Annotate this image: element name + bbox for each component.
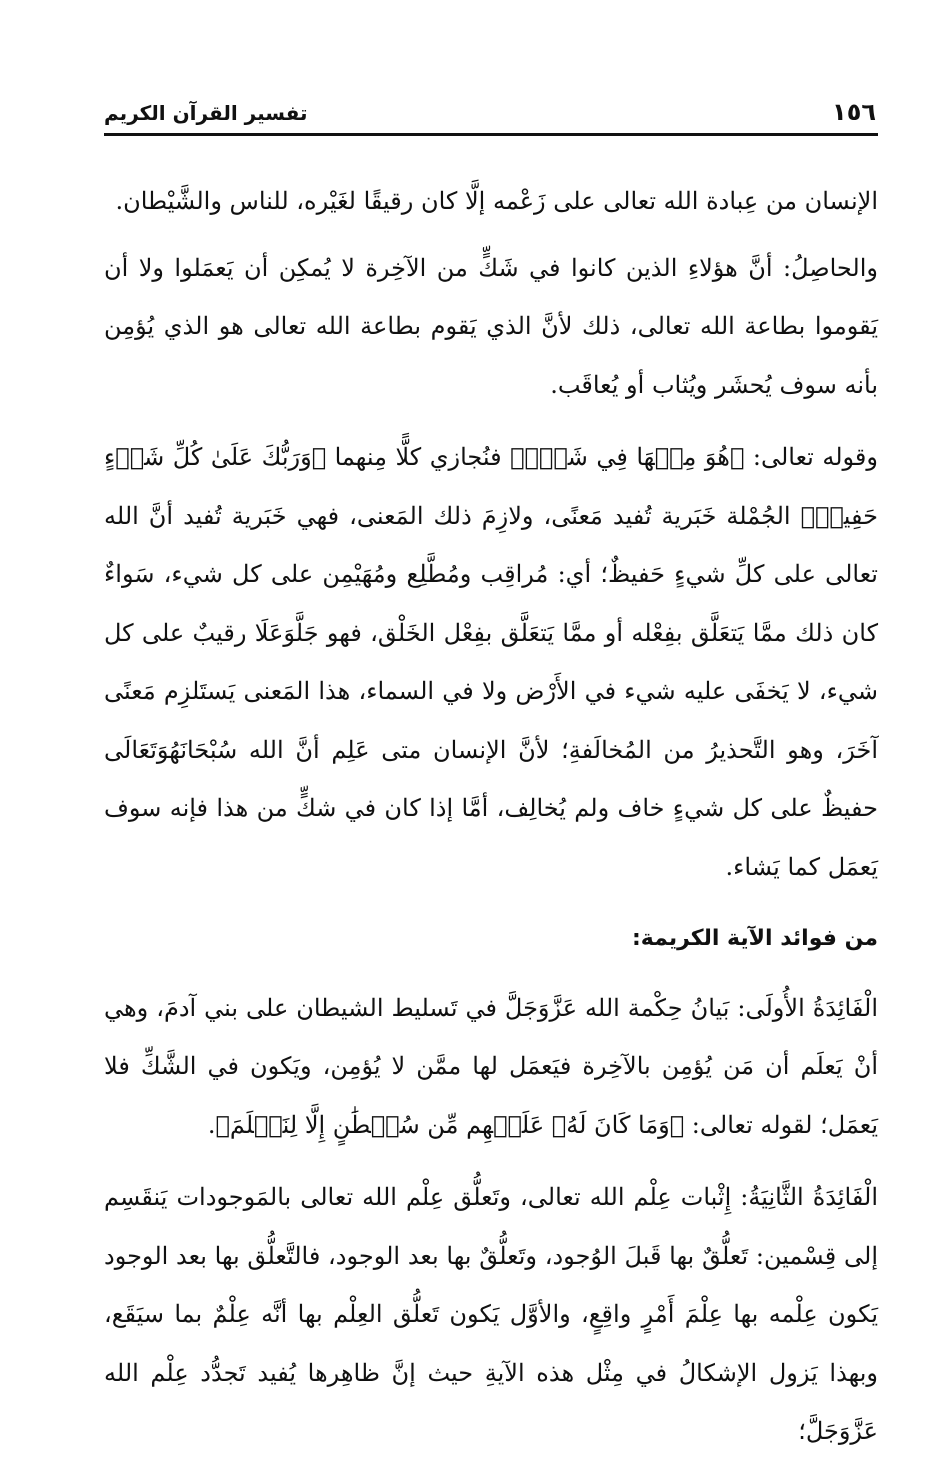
paragraph-benefit-second: الْفَائِدَةُ الثَّانِيَةُ: إِثْبات عِلْم الله تعالى، وتَعلُّق عِلْم الله تعالى بالمَوجودات يَنقَسِم إلى قِسْمين: تَعلُّقٌ بها قَبلَ الوُجود، وتَعلُّقٌ بها بعد الوجود، فالتَّعلُّق بها بعد الوجود يَكون عِلْمه بها عِلْمَ أَمْرٍ واقِعٍ، والأوَّل يَكون تَعلُّق العِلْم بها أنَّه عِلْمٌ بما سيَقَع، وبهذا يَزول الإشكالُ في مِثْل هذه الآيةِ حيث إنَّ ظاهِرها يُفيد تَجدُّد عِلْم الله عَزَّوَجَلَّ؛ bbox=[104, 1183, 878, 1445]
paragraph-text: وقوله تعالى: bbox=[744, 443, 878, 471]
paragraph-text: الجُمْلة خَبَرية تُفيد مَعنًى، ولازِمَ ذلك المَعنى، فهي خَبَرية تُفيد أنَّ الله تعالى على كلِّ شيءٍ حَفيظٌ؛ أي: مُراقِب ومُطَّلِع ومُهَيْمِن على كل شيء، سَواءٌ كان ذلك ممَّا يَتعَلَّق بفِعْله أو ممَّا يَتعَلَّق بفِعْل الخَلْق، فهو جَلَّوَعَلَا رقيبٌ على كل شيء، لا يَخفَى عليه شيء في الأَرْض ولا في السماء، هذا المَعنى يَستَلزِم مَعنًى آخَرَ، وهو التَّحذيرُ من المُخالَفةِ؛ لأنَّ الإنسان متى عَلِم أنَّ الله سُبْحَانَهُوَتَعَالَى حفيظٌ على كل شيءٍ خاف ولم يُخالِف، أمَّا إذا كان في شكٍّ من هذا فإنه سوف يَعمَل كما يَشاء. bbox=[104, 501, 878, 881]
paragraph-text: الْفَائِدَةُ الأُولَى: بَيانُ حِكْمة الله عَزَّوَجَلَّ في تَسليط الشيطان على بني آدمَ، وهي أنْ يَعلَم أن مَن يُؤمِن بالآخِرة فيَعمَل لها ممَّن لا يُؤمِن، ويَكون في الشَّكِّ فلا يَعمَل؛ لقوله تعالى: bbox=[104, 993, 879, 1139]
paragraph-continuation: الإنسان من عِبادة الله تعالى على زَعْمه إلَّا كان رقيقًا لغَيْره، للناس والشَّيْطان. bbox=[115, 187, 878, 215]
header-divider bbox=[104, 133, 878, 136]
paragraph-benefit-first bbox=[104, 979, 878, 1155]
paragraph-text: . bbox=[207, 1110, 216, 1139]
paragraph-conclusion: والحاصِلُ: أنَّ هؤلاءِ الذين كانوا في شَكٍّ من الآخِرة لا يُمكِن أن يَعمَلوا ولا أن يَقوموا بطاعة الله تعالى، ذلك لأنَّ الذي يَقوم بطاعة الله تعالى هو الذي يُؤمِن بأنه سوف يُحشَر ويُثاب أو يُعاقَب. bbox=[104, 253, 878, 399]
running-title: تفسير القرآن الكريم bbox=[104, 101, 308, 125]
page-header bbox=[104, 96, 876, 138]
quran-verse: ﴿وَمَا كَانَ لَهُۥ عَلَيۡهِم مِّن سُلۡطَٰنٍ إِلَّا لِنَعۡلَمَ﴾ bbox=[215, 1110, 685, 1139]
quran-verse: ﴿وَرَبُّكَ عَلَىٰ كُلِّ شَيۡءٍ حَفِيظٞ﴾ bbox=[104, 443, 878, 530]
page-body bbox=[104, 172, 878, 1475]
paragraph-text: فنُجازي كلًّا مِنهما bbox=[326, 443, 511, 471]
quran-verse: ﴿هُوَ مِنۡهَا فِي شَكّٖ﴾ bbox=[510, 443, 745, 471]
section-heading: من فوائد الآية الكريمة: bbox=[631, 926, 878, 951]
paragraph-verse-commentary bbox=[104, 428, 878, 896]
page-number: ١٥٦ bbox=[832, 98, 876, 126]
